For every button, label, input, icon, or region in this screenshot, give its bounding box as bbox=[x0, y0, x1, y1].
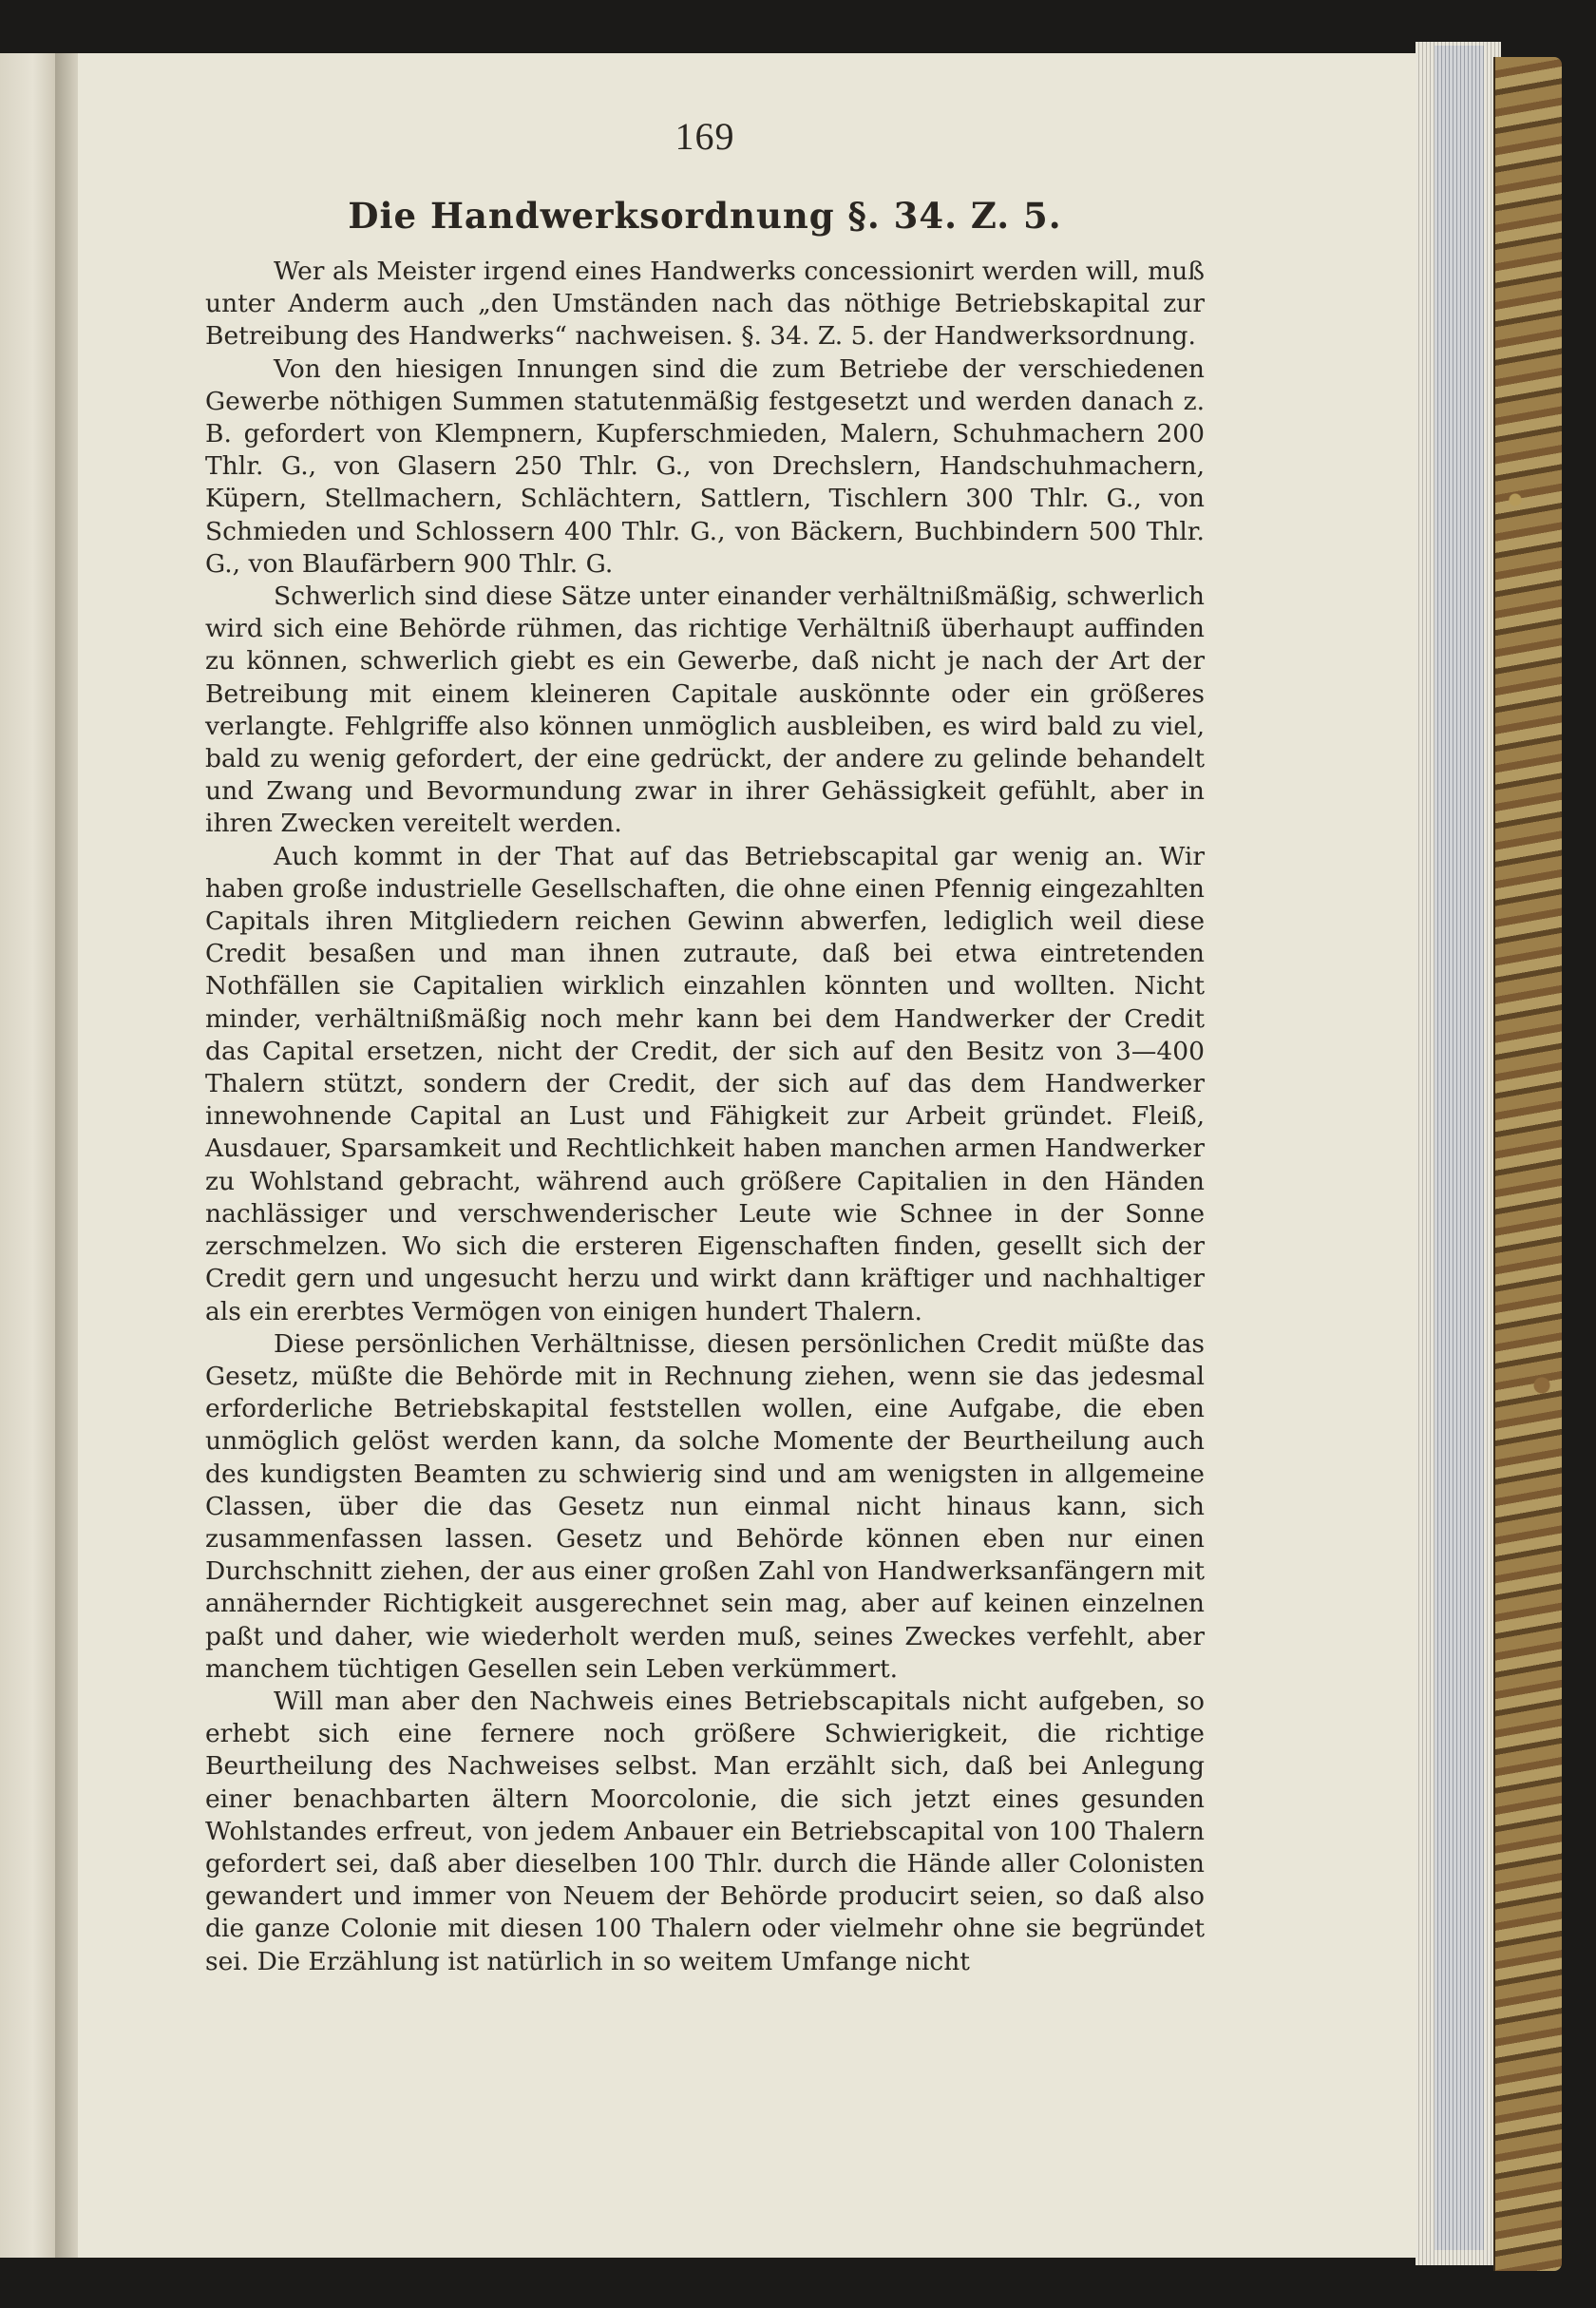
section-heading: Die Handwerksordnung §. 34. Z. 5. bbox=[348, 195, 1062, 237]
page-content bbox=[205, 114, 1205, 1978]
paragraph: Von den hiesigen Innungen sind die zum Betriebe der verschiedenen Gewerbe nöthigen Summen statutenmäßig festgesetzt und werden danach z. B. gefordert von Klempnern, Kupferschmieden, Malern, Schuhmachern 200 Thlr. G., von Glasern 250 Thlr. G., von Drechslern, Handschuhmachern, Küpern, Stellmachern, Schlächtern, Sattlern, Tischlern 300 Thlr. G., von Schmieden und Schlossern 400 Thlr. G., von Bäckern, Buchbindern 500 Thlr. G., von Blaufärbern 900 Thlr. G. bbox=[205, 353, 1205, 579]
paragraph: Wer als Meister irgend eines Handwerks concessionirt werden will, muß unter Anderm auch „den Umständen nach das nöthige Betriebskapital zur Betreibung des Handwerks“ nachweisen. §. 34. Z. 5. der Handwerksordnung. bbox=[205, 257, 1205, 352]
marbled-cover bbox=[1493, 57, 1562, 2271]
book-gutter bbox=[55, 53, 78, 2258]
paragraph: Will man aber den Nachweis eines Betriebscapitals nicht aufgeben, so erhebt sich eine fernere noch größere Schwierigkeit, die richtige Beurtheilung des Nachweises selbst. Man erzählt sich, daß bei Anlegung einer benachbarten ältern Moorcolonie, die sich jetzt eines gesunden Wohlstandes erfreut, von jedem Anbauer ein Betriebscapital von 100 Thalern gefordert sei, daß aber dieselben 100 Thlr. durch die Hände aller Colonisten gewandert und immer von Neuem der Behörde producirt seien, so daß also die ganze Colonie mit diesen 100 Thalern oder vielmehr ohne sie begründet sei. Die Erzählung ist natürlich in so weitem Umfange nicht bbox=[205, 1686, 1205, 1976]
paragraph: Auch kommt in der That auf das Betriebscapital gar wenig an. Wir haben große industrielle Gesellschaften, die ohne einen Pfennig eingezahlten Capitals ihren Mitgliedern reichen Gewinn abwerfen, lediglich weil diese Credit besaßen und man ihnen zutraute, daß bei etwa eintretenden Nothfällen sie Capitalien wirklich einzahlen könnten und wollten. Nicht minder, verhältnißmäßig noch mehr kann bei dem Handwerker der Credit das Capital ersetzen, nicht der Credit, der sich auf den Besitz von 3—400 Thalern stützt, sondern der Credit, der sich auf das dem Handwerker innewohnende Capital an Lust und Fähigkeit zur Arbeit gründet. Fleiß, Ausdauer, Sparsamkeit und Rechtlichkeit haben manchen armen Handwerker zu Wohlstand gebracht, während auch größere Capitalien in den Händen nachlässiger und verschwenderischer Leute wie Schnee in der Sonne zerschmelzen. Wo sich die ersteren Eigenschaften finden, gesellt sich der Credit gern und ungesucht herzu und wirkt dann kräftiger und nachhaltiger als ein ererbtes Vermögen von einigen hundert Thalern. bbox=[205, 841, 1205, 1326]
left-page-edge bbox=[0, 53, 57, 2258]
page-edges-tinted bbox=[1434, 46, 1484, 2250]
paragraph: Schwerlich sind diese Sätze unter einander verhältnißmäßig, schwerlich wird sich eine Behörde rühmen, das richtige Verhältniß überhaupt auffinden zu können, schwerlich giebt es ein Gewerbe, daß nicht je nach der Art der Betreibung mit einem kleineren Capitale auskönnte oder ein größeres verlangte. Fehlgriffe also können unmöglich ausbleiben, es wird bald zu viel, bald zu wenig gefordert, der eine gedrückt, der andere zu gelinde behandelt und Zwang und Bevormundung zwar in ihrer Gehässigkeit gefühlt, aber in ihren Zwecken vereitelt werden. bbox=[205, 582, 1205, 839]
paragraph: Diese persönlichen Verhältnisse, diesen persönlichen Credit müßte das Gesetz, müßte die Behörde mit in Rechnung ziehen, wenn sie das jedesmal erforderliche Betriebskapital feststellen wollen, eine Aufgabe, die eben unmöglich gelöst werden kann, da solche Momente der Beurtheilung auch des kundigsten Beamten zu schwierig sind und am wenigsten in allgemeine Classen, über die das Gesetz nun einmal nicht hinaus kann, sich zusammenfassen lassen. Gesetz und Behörde können eben nur einen Durchschnitt ziehen, der aus einer großen Zahl von Handwerksanfängern mit annähernder Richtigkeit ausgerechnet sein mag, aber auf keinen einzelnen paßt und daher, wie wiederholt werden muß, seines Zweckes verfehlt, aber manchem tüchtigen Gesellen sein Leben verkümmert. bbox=[205, 1328, 1205, 1684]
page-number: 169 bbox=[674, 115, 735, 158]
